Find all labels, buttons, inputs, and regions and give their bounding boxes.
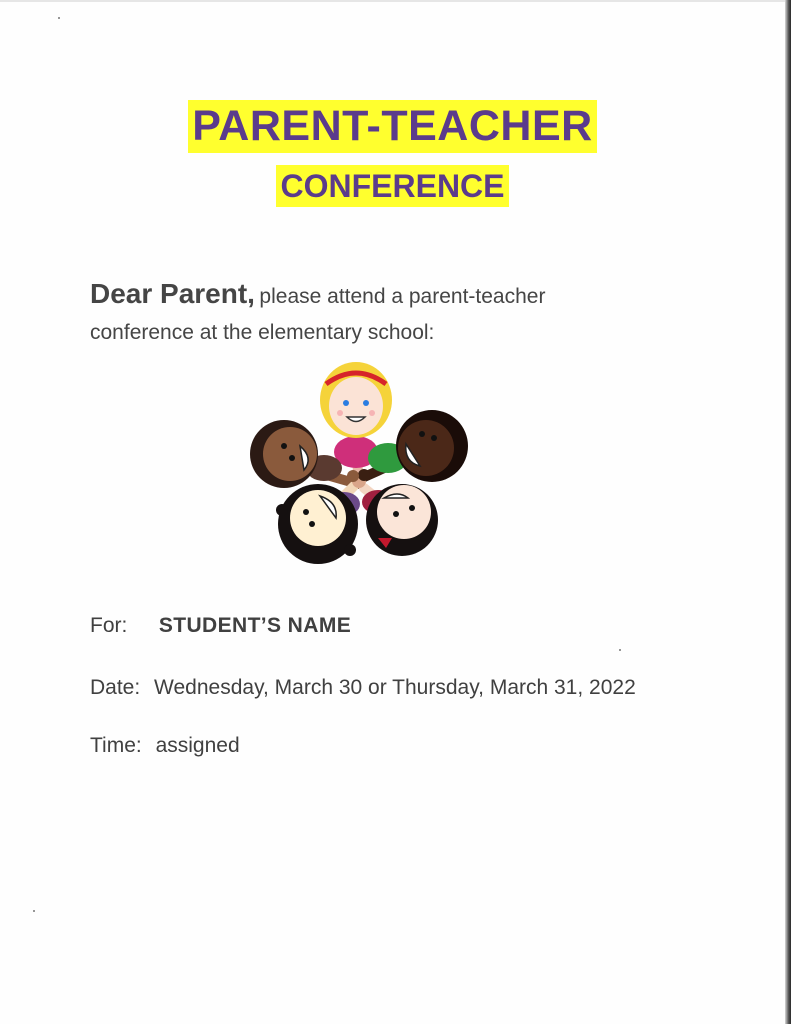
scan-speck: [58, 17, 60, 19]
title-line-2: CONFERENCE: [276, 165, 508, 207]
scan-speck: [33, 910, 35, 912]
scan-speck: [619, 649, 621, 651]
date-label: Date:: [90, 676, 141, 699]
date-value: Wednesday, March 30 or Thursday, March 31, 2022: [154, 676, 636, 699]
date-row: [90, 676, 636, 700]
message-part-2: conference at the elementary school:: [90, 321, 435, 344]
greeting: Dear Parent,: [90, 278, 255, 309]
student-row: [90, 614, 351, 638]
scan-right-edge: [785, 0, 791, 1024]
time-label: Time:: [90, 734, 142, 757]
time-value: assigned: [155, 734, 240, 757]
time-row: [90, 734, 240, 758]
flyer-title: [0, 100, 785, 207]
message-part-1: please attend a parent-teacher: [259, 285, 546, 308]
greeting-paragraph: [90, 274, 710, 347]
for-label: For:: [90, 614, 128, 637]
children-circle-hands-together-icon: [246, 362, 476, 568]
student-name: STUDENT’S NAME: [158, 614, 352, 637]
title-line-1: PARENT-TEACHER: [188, 100, 596, 153]
scan-top-edge: [0, 0, 791, 2]
